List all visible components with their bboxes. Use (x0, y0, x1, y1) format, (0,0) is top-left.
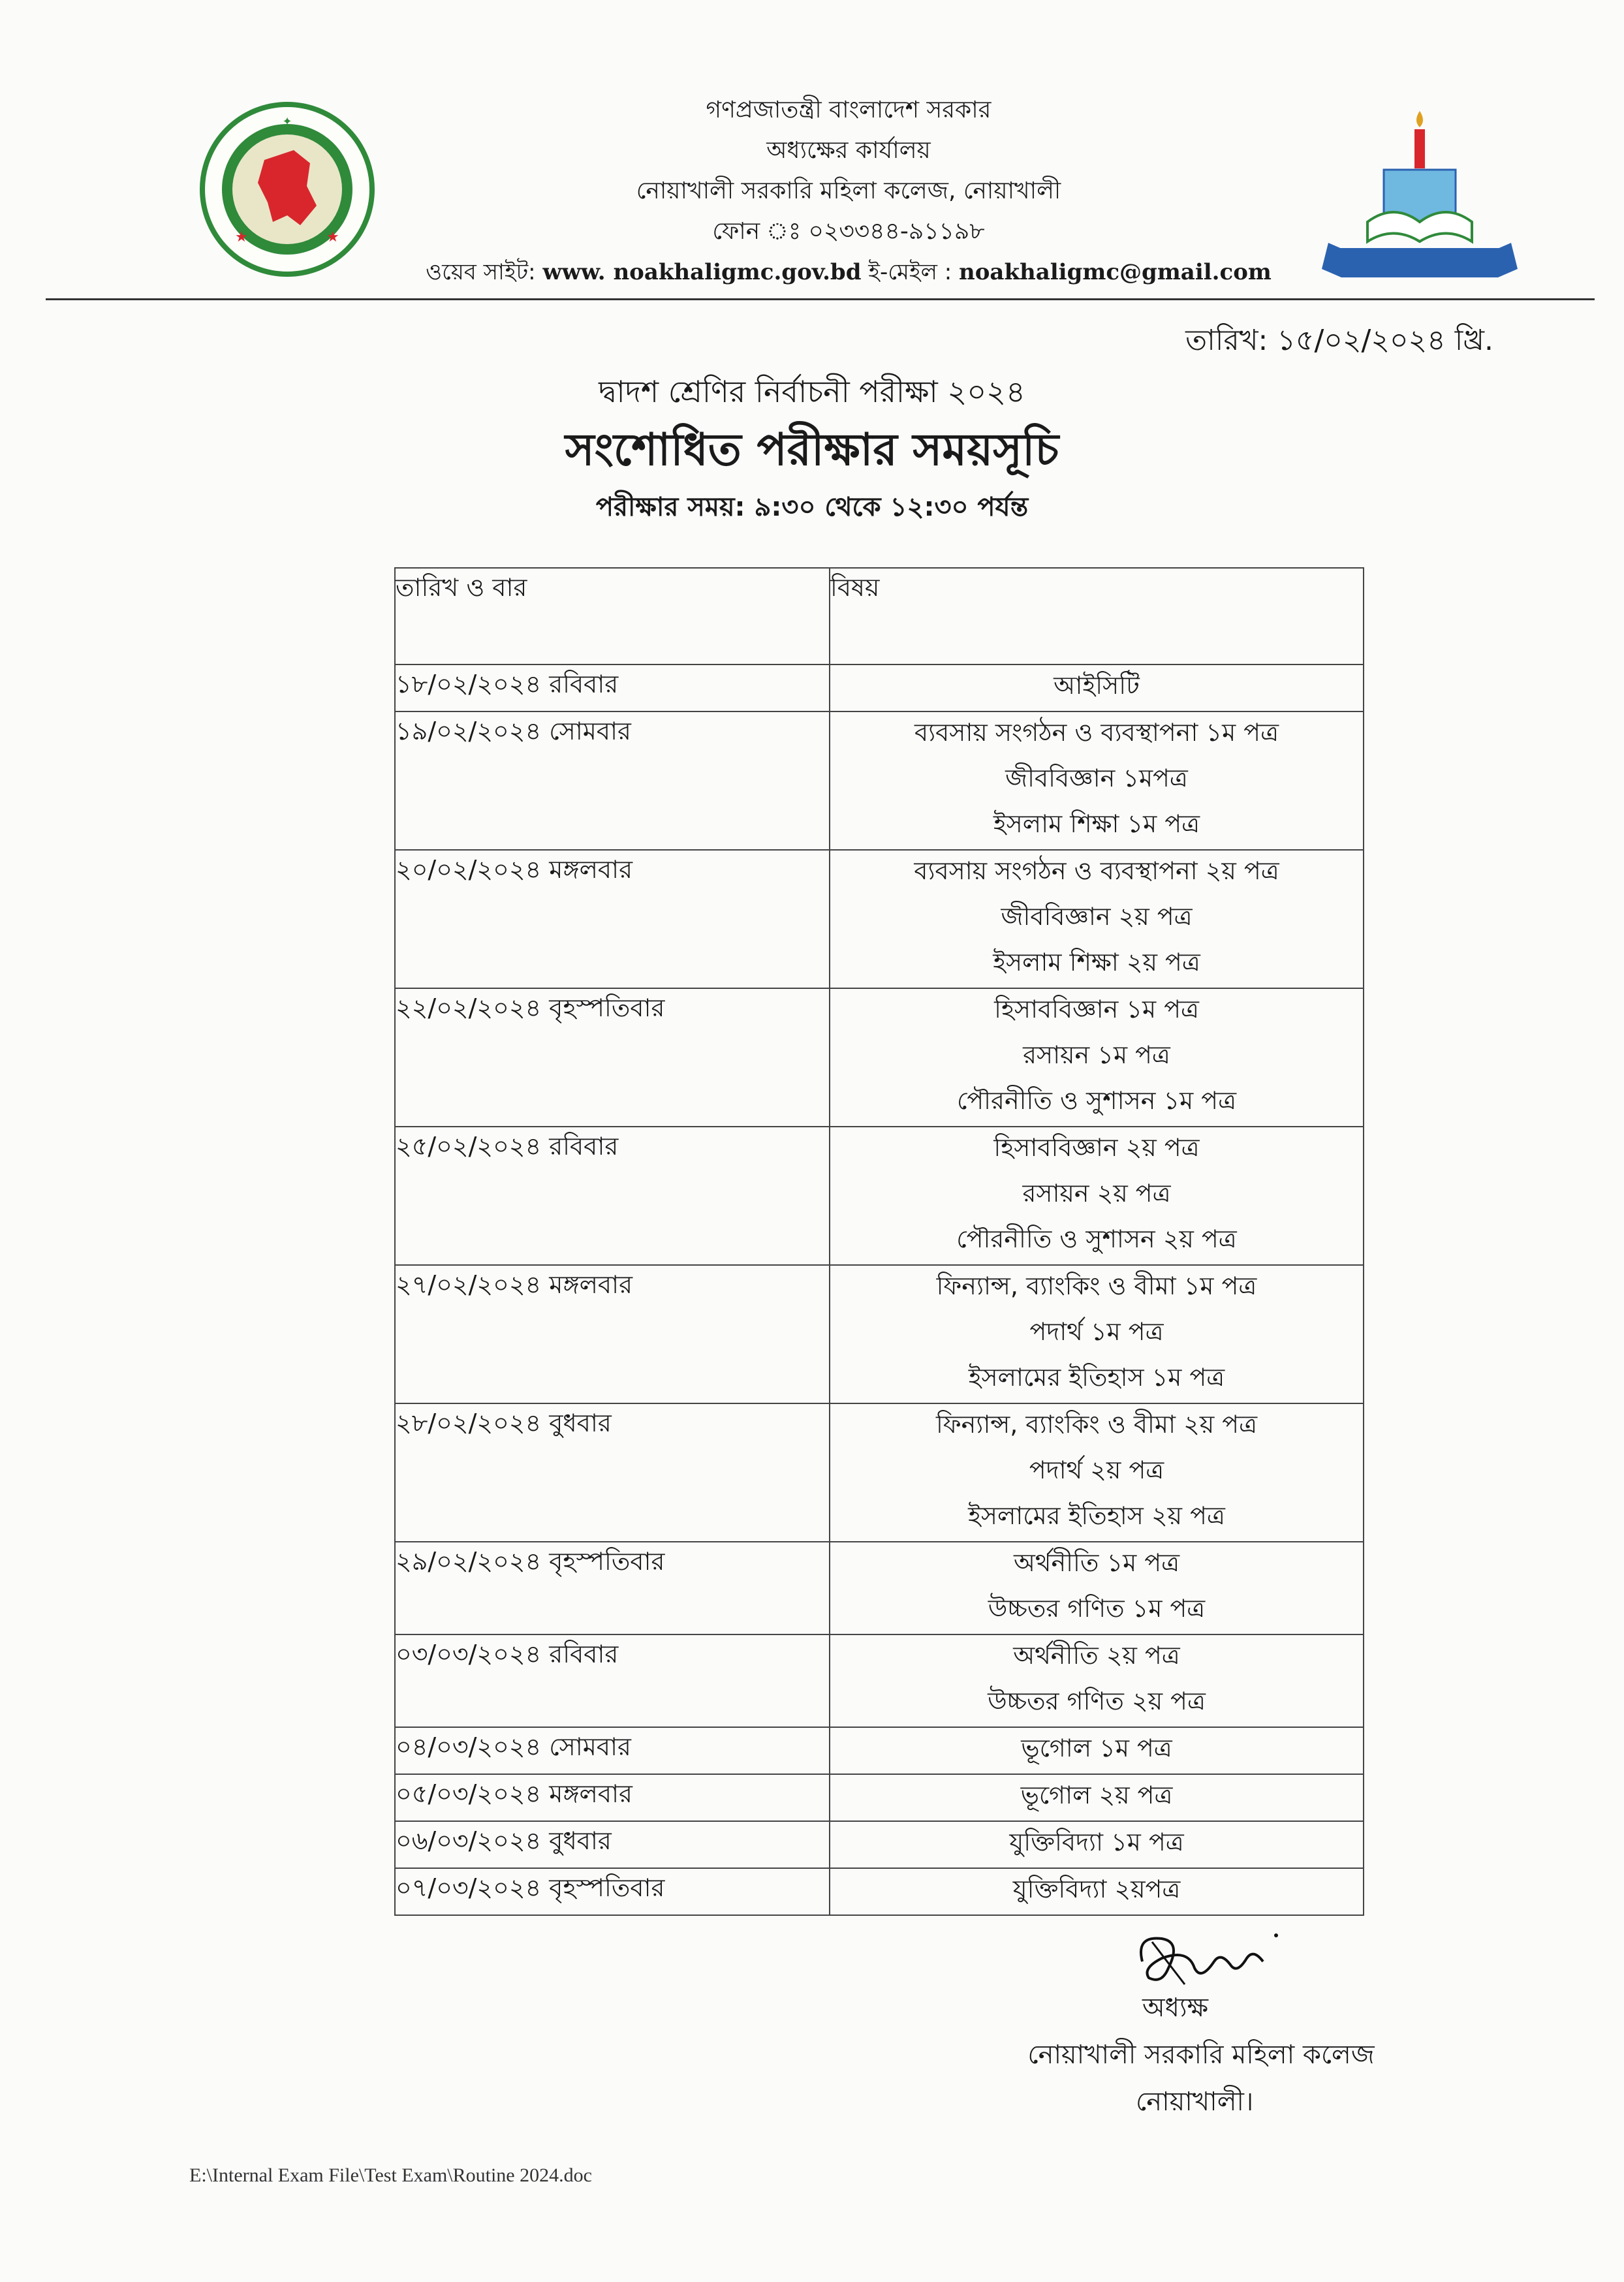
table-header-row (395, 568, 1364, 664)
college-name: নোয়াখালী সরকারি মহিলা কলেজ, নোয়াখালী (636, 178, 1061, 204)
subject-cell (830, 711, 1364, 850)
exam-title: দ্বাদশ শ্রেণির নির্বাচনী পরীক্ষা ২০২৪ (599, 374, 1025, 409)
svg-text:★: ★ (326, 229, 339, 245)
exam-date-cell: ০৭/০৩/২০২৪ বৃহস্পতিবার (395, 1868, 830, 1915)
subject-cell (830, 1265, 1364, 1403)
table-row (395, 1727, 1364, 1774)
table-row (395, 988, 1364, 1127)
subject-name: রসায়ন ২য় পত্র (1022, 1179, 1171, 1208)
exam-date-cell: ২৯/০২/২০২৪ বৃহস্পতিবার (395, 1542, 830, 1634)
subject-cell (830, 1127, 1364, 1265)
government-name: গণপ্রজাতন্ত্রী বাংলাদেশ সরকার (706, 97, 992, 123)
website-url[interactable]: www. noakhaligmc.gov.bd (542, 259, 862, 285)
office-name: অধ্যক্ষের কার্যালয় (766, 137, 931, 164)
signatory-place: নোয়াখালী। (1136, 2087, 1254, 2117)
table-row (395, 1868, 1364, 1915)
subject-cell (830, 1542, 1364, 1634)
table-row (395, 664, 1364, 711)
header-divider (46, 298, 1595, 300)
table-body (395, 664, 1364, 1915)
file-path: E:\Internal Exam File\Test Exam\Routine 2024.doc (189, 2165, 592, 2186)
subject-cell (830, 1774, 1364, 1821)
signatory-block (1005, 1984, 1397, 2125)
letterhead (392, 90, 1305, 292)
subject-name: হিসাববিজ্ঞান ২য় পত্র (993, 1133, 1200, 1162)
subject-name: ব্যবসায় সংগঠন ও ব্যবস্থাপনা ১ম পত্র (914, 718, 1279, 747)
subject-cell (830, 1868, 1364, 1915)
subject-name: ইসলামের ইতিহাস ১ম পত্র (968, 1363, 1225, 1392)
subject-name: জীববিজ্ঞান ২য় পত্র (1001, 902, 1193, 931)
subject-name: পৌরনীতি ও সুশাসন ২য় পত্র (956, 1225, 1237, 1253)
table-row (395, 1403, 1364, 1542)
subject-name: যুক্তিবিদ্যা ২য়পত্র (1012, 1875, 1181, 1903)
subject-name: উচ্চতর গণিত ১ম পত্র (988, 1594, 1206, 1623)
subject-name: হিসাববিজ্ঞান ১ম পত্র (994, 995, 1199, 1024)
subject-cell (830, 664, 1364, 711)
subject-name: ইসলাম শিক্ষা ১ম পত্র (993, 809, 1200, 838)
header-date: তারিখ ও বার (395, 568, 830, 664)
contact-line (392, 252, 1305, 292)
svg-text:✦: ✦ (282, 115, 292, 129)
exam-date-cell: ১৯/০২/২০২৪ সোমবার (395, 711, 830, 850)
subject-name: অর্থনীতি ২য় পত্র (1013, 1641, 1180, 1670)
government-seal-icon (196, 98, 379, 281)
subject-cell (830, 1634, 1364, 1727)
table-row (395, 1542, 1364, 1634)
exam-date-cell: ২৫/০২/২০২৪ রবিবার (395, 1127, 830, 1265)
subject-name: পৌরনীতি ও সুশাসন ১ম পত্র (956, 1086, 1237, 1115)
table-row (395, 1634, 1364, 1727)
subject-name: রসায়ন ১ম পত্র (1023, 1040, 1170, 1069)
exam-date-cell: ২৮/০২/২০২৪ বুধবার (395, 1403, 830, 1542)
subject-name: ফিন্যান্স, ব্যাংকিং ও বীমা ১ম পত্র (936, 1272, 1257, 1300)
header-subject: বিষয় (830, 568, 1364, 664)
svg-text:★: ★ (235, 229, 248, 245)
college-logo-icon (1322, 91, 1518, 287)
exam-routine-table (394, 567, 1364, 1916)
table-row (395, 850, 1364, 988)
signatory-institution: নোয়াখালী সরকারি মহিলা কলেজ (1027, 2040, 1375, 2070)
subject-name: পদার্থ ১ম পত্র (1029, 1317, 1164, 1346)
subject-cell (830, 850, 1364, 988)
subject-name: ভূগোল ২য় পত্র (1020, 1781, 1173, 1809)
subject-name: ইসলামের ইতিহাস ২য় পত্র (968, 1501, 1225, 1530)
subject-name: ভূগোল ১ম পত্র (1021, 1734, 1172, 1762)
issue-date: তারিখ: ১৫/০২/২০২৪ খ্রি. (1185, 324, 1493, 357)
subject-cell (830, 1821, 1364, 1868)
website-label: ওয়েব সাইট: (426, 259, 536, 285)
exam-date-cell: ০৪/০৩/২০২৪ সোমবার (395, 1727, 830, 1774)
schedule-title: সংশোধিত পরীক্ষার সময়সূচি (565, 424, 1059, 476)
exam-date-cell: ০৩/০৩/২০২৪ রবিবার (395, 1634, 830, 1727)
exam-date-cell: ১৮/০২/২০২৪ রবিবার (395, 664, 830, 711)
exam-date-cell: ২০/০২/২০২৪ মঙ্গলবার (395, 850, 830, 988)
exam-date-cell: ০৫/০৩/২০২৪ মঙ্গলবার (395, 1774, 830, 1821)
subject-name: যুক্তিবিদ্যা ১ম পত্র (1009, 1828, 1184, 1856)
exam-date-cell: ০৬/০৩/২০২৪ বুধবার (395, 1821, 830, 1868)
table-row (395, 1127, 1364, 1265)
table-row (395, 1821, 1364, 1868)
exam-time: পরীক্ষার সময়: ৯:৩০ থেকে ১২:৩০ পর্যন্ত (595, 492, 1029, 522)
table-row (395, 1774, 1364, 1821)
subject-name: উচ্চতর গণিত ২য় পত্র (988, 1687, 1206, 1715)
subject-cell (830, 988, 1364, 1127)
subject-name: ফিন্যান্স, ব্যাংকিং ও বীমা ২য় পত্র (935, 1410, 1257, 1439)
exam-date-cell: ২৭/০২/২০২৪ মঙ্গলবার (395, 1265, 830, 1403)
table-row (395, 711, 1364, 850)
subject-name: জীববিজ্ঞান ১মপত্র (1005, 764, 1188, 792)
subject-cell (830, 1727, 1364, 1774)
email-label: ই-মেইল : (868, 259, 952, 285)
phone-number: ফোন ঃ ০২৩৩৪৪-৯১১৯৮ (712, 218, 985, 245)
email-address[interactable]: noakhaligmc@gmail.com (959, 259, 1272, 285)
table-row (395, 1265, 1364, 1403)
subject-name: ব্যবসায় সংগঠন ও ব্যবস্থাপনা ২য় পত্র (914, 856, 1279, 885)
title-block (0, 366, 1624, 531)
signatory-designation: অধ্যক্ষ (1142, 1993, 1209, 2023)
exam-date-cell: ২২/০২/২০২৪ বৃহস্পতিবার (395, 988, 830, 1127)
subject-name: অর্থনীতি ১ম পত্র (1013, 1548, 1180, 1577)
subject-name: পদার্থ ২য় পত্র (1029, 1456, 1164, 1484)
subject-name: আইসিটি (1054, 671, 1140, 700)
subject-cell (830, 1403, 1364, 1542)
subject-name: ইসলাম শিক্ষা ২য় পত্র (993, 948, 1200, 977)
